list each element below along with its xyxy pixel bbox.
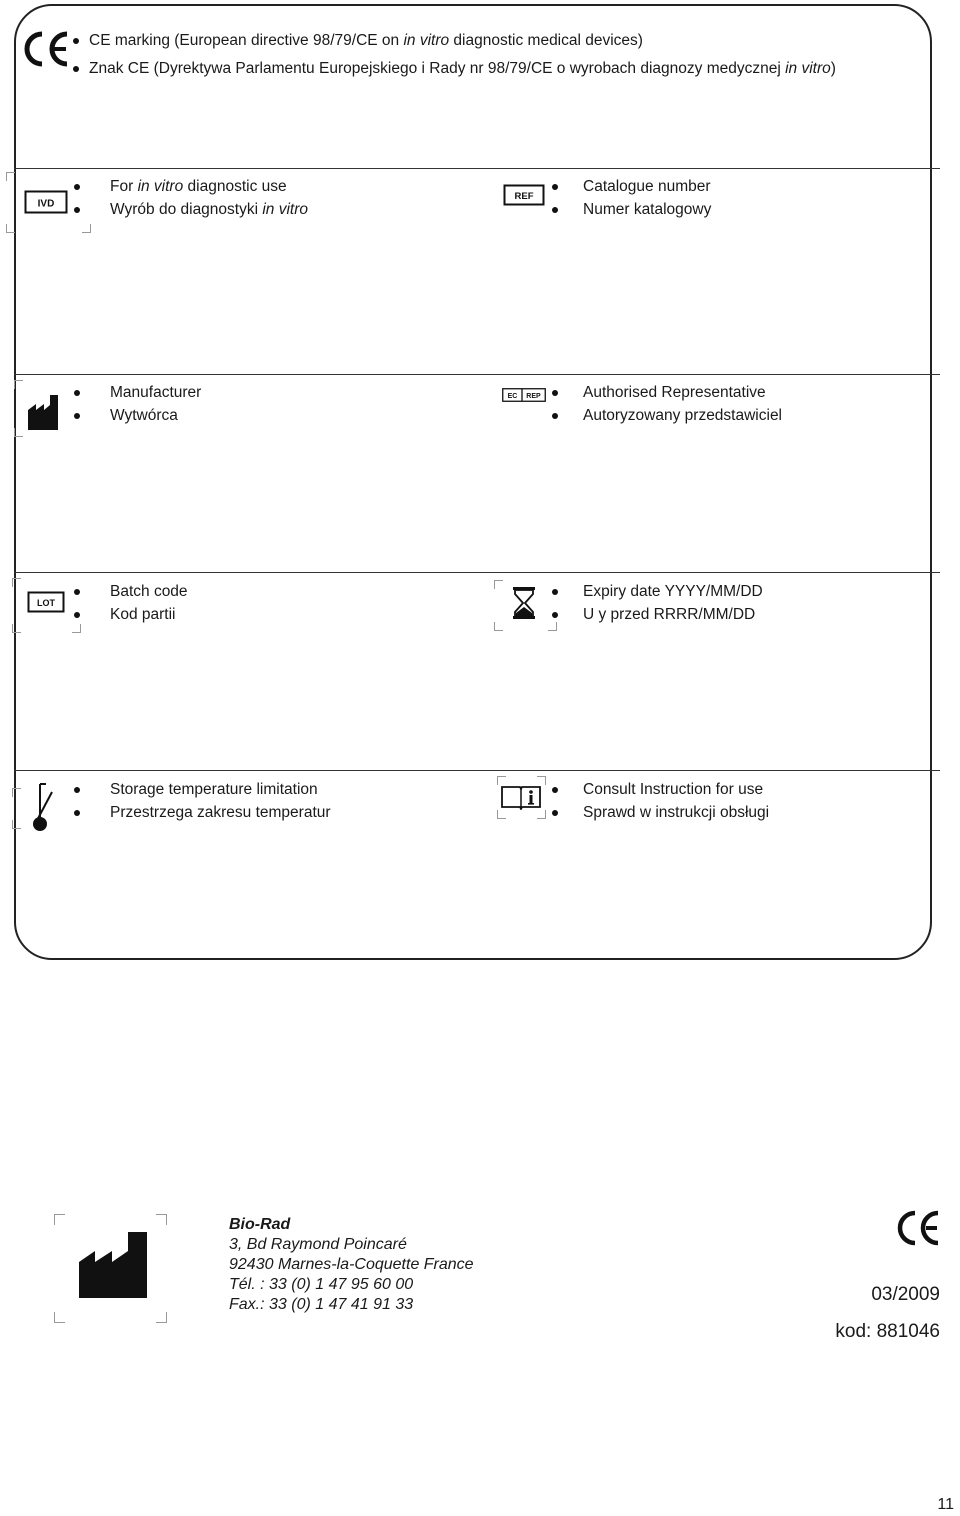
- ce-description-pl: Znak CE (Dyrektywa Parlamentu Europejskiego i Rady nr 98/79/CE o wyrobach diagnozy medycznej in vitro): [89, 60, 836, 77]
- ivd-label-pl: Wyrób do diagnostyki in vitro: [110, 201, 309, 218]
- ce-mark-icon: [895, 1210, 941, 1246]
- consult-label-en: Consult Instruction for use: [583, 781, 764, 798]
- ivd-label-en: For in vitro diagnostic use: [110, 178, 287, 195]
- company-name: Bio-Rad: [229, 1216, 291, 1233]
- crop-mark: [12, 624, 21, 633]
- bullet: [552, 810, 558, 816]
- bullet: [552, 390, 558, 396]
- ecrep-label-en: Authorised Representative: [583, 384, 766, 401]
- bullet: [74, 207, 80, 213]
- crop-mark: [12, 788, 21, 797]
- document-date: 03/2009: [871, 1284, 940, 1305]
- manufacturer-address: [229, 1215, 474, 1315]
- bullet: [74, 413, 80, 419]
- crop-mark: [14, 380, 23, 389]
- row-divider: [14, 374, 940, 375]
- crop-mark: [6, 172, 15, 181]
- crop-mark: [14, 428, 23, 437]
- lot-symbol-icon: [27, 591, 65, 613]
- bullet: [74, 810, 80, 816]
- ce-description-en: CE marking (European directive 98/79/CE on in vitro diagnostic medical devices): [89, 32, 643, 49]
- document-code: kod: 881046: [835, 1321, 940, 1342]
- crop-mark: [156, 1312, 167, 1323]
- bullet: [552, 184, 558, 190]
- bullet: [74, 184, 80, 190]
- book-info-symbol-icon: [500, 784, 542, 810]
- bullet: [74, 612, 80, 618]
- bullet: [73, 66, 79, 72]
- svg-text:REP: REP: [526, 393, 541, 400]
- ce-mark-icon: [20, 30, 72, 68]
- thermometer-symbol-icon: [24, 782, 64, 834]
- factory-symbol-icon: [27, 393, 59, 431]
- bullet: [552, 589, 558, 595]
- crop-mark: [497, 810, 506, 819]
- address-line-1: 3, Bd Raymond Poincaré: [229, 1236, 407, 1253]
- crop-mark: [82, 224, 91, 233]
- telephone: Tél. : 33 (0) 1 47 95 60 00: [229, 1276, 414, 1293]
- ref-symbol-icon: [503, 184, 545, 206]
- expiry-label-en: Expiry date YYYY/MM/DD: [583, 583, 763, 600]
- ref-label-en: Catalogue number: [583, 178, 711, 195]
- crop-mark: [537, 810, 546, 819]
- bullet: [74, 787, 80, 793]
- bullet: [73, 38, 79, 44]
- svg-text:LOT: LOT: [37, 598, 55, 608]
- fax: Fax.: 33 (0) 1 47 41 91 33: [229, 1296, 414, 1313]
- crop-mark: [548, 622, 557, 631]
- hourglass-symbol-icon: [512, 586, 536, 620]
- storage-label-pl: Przestrzega zakresu temperatur: [110, 804, 331, 821]
- svg-text:IVD: IVD: [37, 198, 55, 210]
- bullet: [552, 413, 558, 419]
- ref-label-pl: Numer katalogowy: [583, 201, 712, 218]
- address-line-2: 92430 Marnes-la-Coquette France: [229, 1256, 474, 1273]
- crop-mark: [72, 624, 81, 633]
- crop-mark: [494, 622, 503, 631]
- bullet: [552, 612, 558, 618]
- ecrep-label-pl: Autoryzowany przedstawiciel: [583, 407, 783, 424]
- crop-mark: [54, 1312, 65, 1323]
- ivd-symbol-icon: [24, 190, 68, 214]
- crop-mark: [12, 820, 21, 829]
- crop-mark: [54, 1214, 65, 1225]
- ec-rep-symbol-icon: [502, 388, 546, 402]
- crop-mark: [494, 580, 503, 589]
- lot-label-pl: Kod partii: [110, 606, 176, 623]
- page-number: 11: [937, 1496, 954, 1513]
- crop-mark: [12, 578, 21, 587]
- crop-mark: [6, 224, 15, 233]
- manufacturer-label-pl: Wytwórca: [110, 407, 178, 424]
- expiry-label-pl: U y przed RRRR/MM/DD: [583, 606, 756, 623]
- row-divider: [14, 168, 940, 169]
- svg-text:EC: EC: [507, 393, 518, 400]
- bullet: [74, 589, 80, 595]
- bullet: [552, 787, 558, 793]
- row-divider: [14, 572, 940, 573]
- bullet: [552, 207, 558, 213]
- lot-label-en: Batch code: [110, 583, 188, 600]
- bullet: [74, 390, 80, 396]
- factory-icon: [78, 1231, 148, 1299]
- consult-label-pl: Sprawd w instrukcji obsługi: [583, 804, 770, 821]
- manufacturer-label-en: Manufacturer: [110, 384, 202, 401]
- crop-mark: [156, 1214, 167, 1225]
- row-divider: [14, 770, 940, 771]
- svg-text:REF: REF: [514, 191, 534, 202]
- storage-label-en: Storage temperature limitation: [110, 781, 318, 798]
